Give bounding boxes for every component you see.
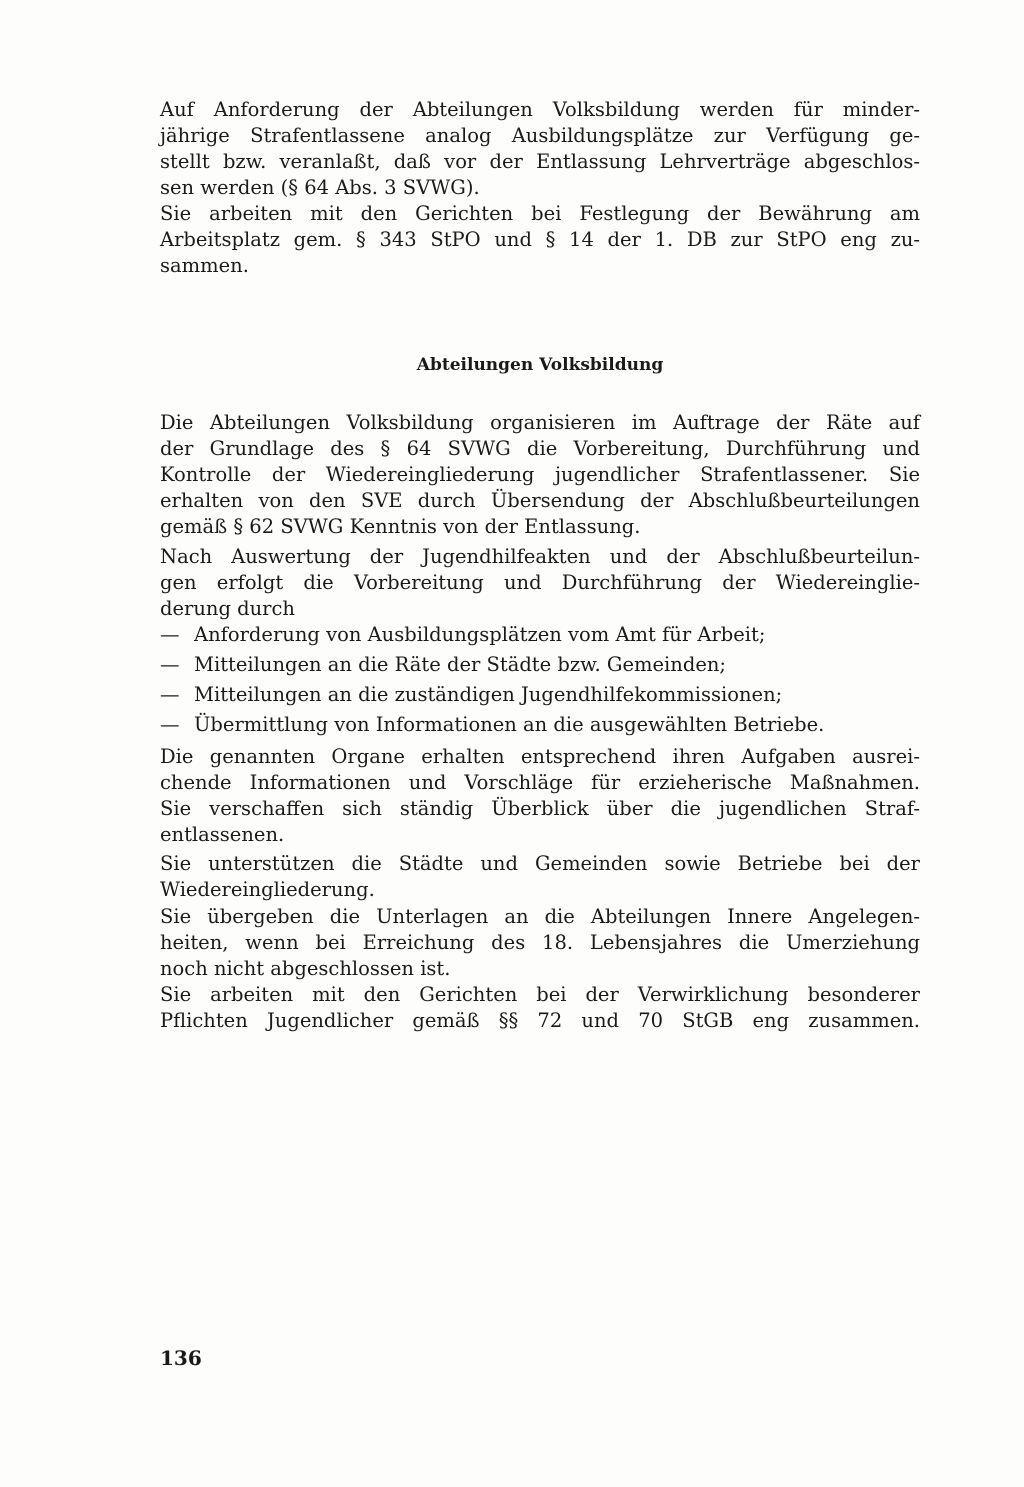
section-heading: Abteilungen Volksbildung	[416, 355, 664, 375]
page-number: 136	[160, 1346, 202, 1370]
paragraph-ausbildungsplaetze	[160, 97, 920, 201]
paragraph-auswertung	[160, 544, 920, 622]
text-line: sen werden (§ 64 Abs. 3 SVWG).	[160, 176, 480, 199]
paragraph-gerichte	[160, 982, 920, 1034]
list-item	[160, 622, 920, 648]
text-line: Sie verschaffen sich ständig Überblick über die jugendlichen Straf-	[160, 797, 920, 820]
text-line: stellt bzw. veranlaßt, daß vor der Entlassung Lehrverträge abgeschlos-	[160, 150, 920, 173]
text-line: chende Informationen und Vorschläge für erzieherische Maßnahmen.	[160, 771, 920, 794]
paragraph-organisation	[160, 410, 920, 540]
text-line: heiten, wenn bei Erreichung des 18. Lebensjahres die Umerziehung	[160, 931, 920, 954]
text-line: noch nicht abgeschlossen ist.	[160, 957, 451, 980]
list-item	[160, 682, 920, 708]
text-line: Kontrolle der Wiedereingliederung jugendlicher Strafentlassener. Sie	[160, 463, 920, 486]
text-line: Nach Auswertung der Jugendhilfeakten und der Abschlußbeurteilun-	[160, 545, 920, 568]
text-line: entlassenen.	[160, 823, 285, 846]
paragraph-unterlagen	[160, 904, 920, 982]
text-line: erhalten von den SVE durch Übersendung der Abschlußbeurteilungen	[160, 489, 920, 512]
text-line: Sie unterstützen die Städte und Gemeinden sowie Betriebe bei der	[160, 852, 920, 875]
text-line: Arbeitsplatz gem. § 343 StPO und § 14 der 1. DB zur StPO eng zu-	[160, 228, 920, 251]
list-item-text: Übermittlung von Informationen an die ausgewählten Betriebe.	[194, 713, 825, 736]
measures-list	[160, 622, 920, 738]
list-dash: —	[160, 713, 180, 736]
paragraph-bewaehrung	[160, 201, 920, 279]
paragraph-organe	[160, 744, 920, 848]
text-line: Sie arbeiten mit den Gerichten bei der Verwirklichung besonderer	[160, 983, 920, 1006]
text-line: jährige Strafentlassene analog Ausbildungsplätze zur Verfügung ge-	[160, 124, 920, 147]
text-line: der Grundlage des § 64 SVWG die Vorbereitung, Durchführung und	[160, 437, 920, 460]
list-item	[160, 712, 920, 738]
text-line: sammen.	[160, 254, 249, 277]
list-dash: —	[160, 623, 180, 646]
text-line: Wiedereingliederung.	[160, 878, 375, 901]
text-line: Die Abteilungen Volksbildung organisieren im Auftrage der Räte auf	[160, 411, 920, 434]
text-line: gemäß § 62 SVWG Kenntnis von der Entlassung.	[160, 515, 641, 538]
list-dash: —	[160, 653, 180, 676]
text-line: gen erfolgt die Vorbereitung und Durchführung der Wiedereinglie-	[160, 571, 920, 594]
list-dash: —	[160, 683, 180, 706]
text-line: Pflichten Jugendlicher gemäß §§ 72 und 70 StGB eng zusammen.	[160, 1009, 920, 1032]
list-item-text: Mitteilungen an die zuständigen Jugendhilfekommissionen;	[194, 683, 783, 706]
text-line: Auf Anforderung der Abteilungen Volksbildung werden für minder-	[160, 98, 920, 121]
text-line: derung durch	[160, 597, 295, 620]
list-item	[160, 652, 920, 678]
text-line: Sie übergeben die Unterlagen an die Abteilungen Innere Angelegen-	[160, 905, 920, 928]
list-item-text: Mitteilungen an die Räte der Städte bzw. Gemeinden;	[194, 653, 727, 676]
text-line: Die genannten Organe erhalten entsprechend ihren Aufgaben ausrei-	[160, 745, 920, 768]
text-line: Sie arbeiten mit den Gerichten bei Festlegung der Bewährung am	[160, 202, 920, 225]
list-item-text: Anforderung von Ausbildungsplätzen vom Amt für Arbeit;	[194, 623, 766, 646]
paragraph-unterstuetzung	[160, 851, 920, 903]
